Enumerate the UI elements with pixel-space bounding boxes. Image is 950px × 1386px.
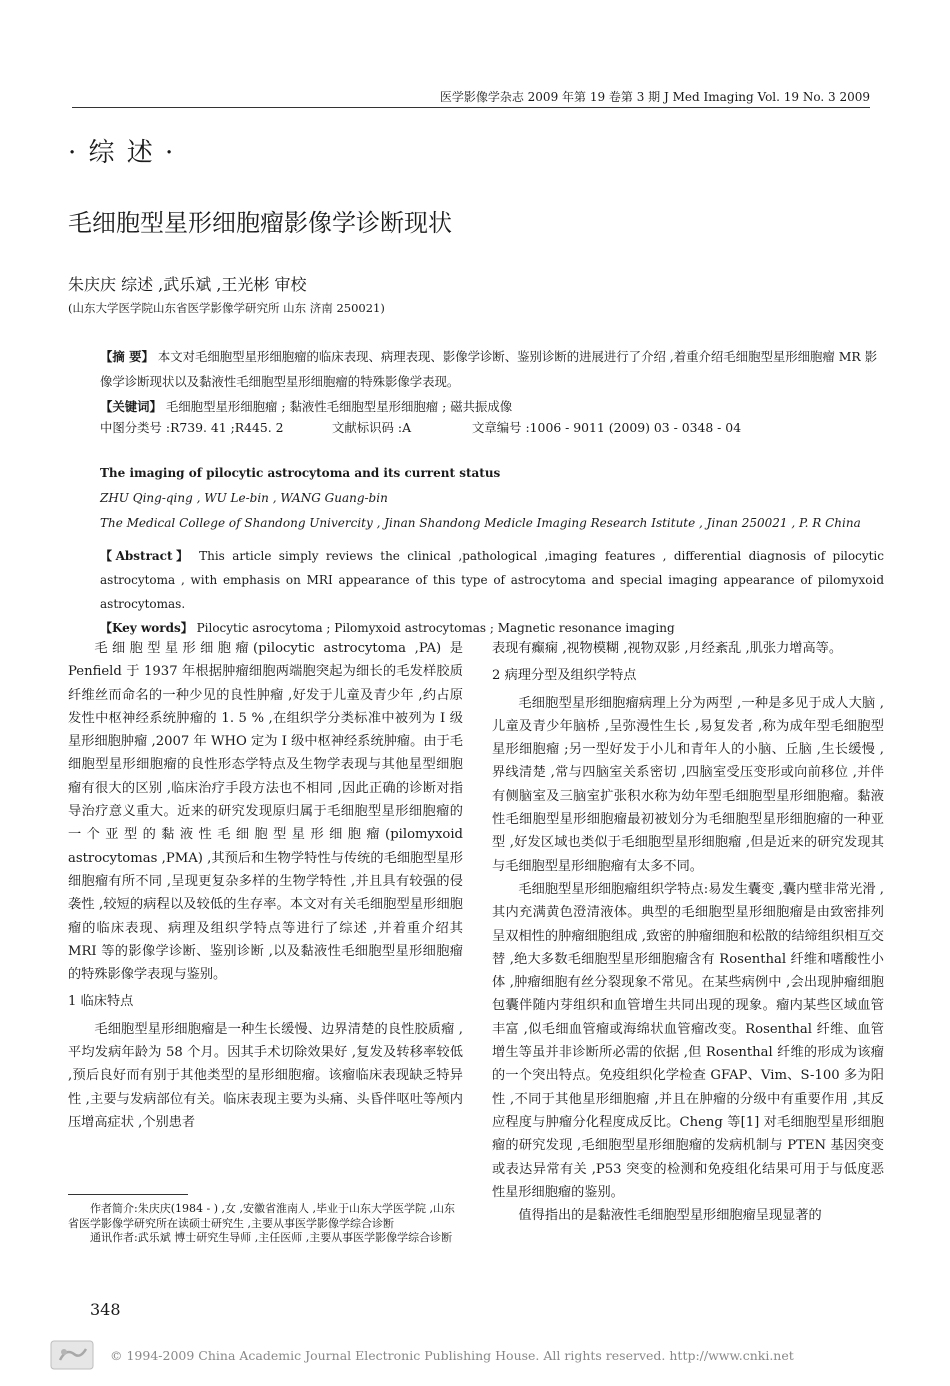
english-abstract-paragraph xyxy=(100,544,884,616)
running-head: 医学影像学杂志 2009 年第 19 卷第 3 期 J Med Imaging Vol. 19 No. 3 2009 xyxy=(439,90,870,104)
english-keywords: Pilocytic asrocytoma ; Pilomyxoid astrocytomas ; Magnetic resonance imaging xyxy=(192,621,675,635)
footnote-corresponding: 通讯作者:武乐斌 博士研究生导师 ,主任医师 ,主要从事医学影像学综合诊断 xyxy=(90,1231,453,1244)
keywords-cn-paragraph xyxy=(100,394,884,419)
english-keywords-label: 【Key words】 xyxy=(100,621,193,635)
header-rule xyxy=(72,107,870,108)
section-label: · 综 述 · xyxy=(68,138,176,168)
body-column-right xyxy=(492,637,884,1227)
abstract-cn-text: 本文对毛细胞型星形细胞瘤的临床表现、病理表现、影像学诊断、鉴别诊断的进展进行了介绍 ,着重介绍毛细胞型星形细胞瘤 MR 影像学诊断现状以及黏液性毛细胞型星形细胞瘤的特殊影像学表现。 xyxy=(100,349,878,389)
article-title: 毛细胞型星形细胞瘤影像学诊断现状 xyxy=(68,209,452,237)
keywords-cn-label: 【关键词】 xyxy=(100,399,162,414)
authors: 朱庆庆 综述 ,武乐斌 ,王光彬 审校 xyxy=(68,275,307,294)
clc-number: 中图分类号 :R739. 41 ;R445. 2 xyxy=(100,420,284,435)
section-heading: 1 临床特点 xyxy=(68,994,134,1010)
footnote-rule xyxy=(68,1194,188,1195)
keywords-cn: 毛细胞型星形细胞瘤 ; 黏液性毛细胞型星形细胞瘤 ; 磁共振成像 xyxy=(161,399,513,414)
section-heading: 2 病理分型及组织学特点 xyxy=(492,668,637,684)
body-paragraph: 毛细胞型星形细胞瘤病理上分为两型 ,一种是多见于成人大脑 ,儿童及青少年脑桥 ,呈弥漫性生长 ,易复发者 ,称为成年型毛细胞型星形细胞瘤 ;另一型好发于小儿和青年人的小脑、丘脑 ,生长缓慢 ,界线清楚 ,常与四脑室关系密切 ,四脑室受压变形或向前移位 ,并伴有侧脑室及三脑室扩张积水称为幼年型毛细胞型星形细胞瘤。黏液性毛细胞型星形细胞瘤最初被划分为毛细胞型星形细胞瘤的一种亚型 ,好发区域也类似于毛细胞型星形细胞瘤 ,但是近来的研究发现其与毛细胞型星形细胞瘤有太多不同。 xyxy=(492,695,884,874)
english-authors: ZHU Qing-qing , WU Le-bin , WANG Guang-bin xyxy=(100,491,388,505)
copyright-text: © 1994-2009 China Academic Journal Electronic Publishing House. All rights reserved. http://www.cnki.net xyxy=(110,1348,794,1363)
abstract-cn-label: 【摘 要】 xyxy=(100,349,154,364)
english-abstract-text: This article simply reviews the clinical ,pathological ,imaging features , differential diagnosis of pilocytic astrocytoma , with emphasis on MRI appearance of this type of astrocytoma and special imaging appearance of pilomyxoid astrocytomas. xyxy=(100,549,884,611)
english-abstract xyxy=(100,544,884,640)
footnote-author-bio: 作者简介:朱庆庆(1984 - ) ,女 ,安徽省淮南人 ,毕业于山东大学医学院 ,山东省医学影像学研究所在读硕士研究生 ,主要从事医学影像学综合诊断 xyxy=(68,1202,455,1230)
body-paragraph: 毛细胞型星形细胞瘤组织学特点:易发生囊变 ,囊内壁非常光滑 ,其内充满黄色澄清液体。典型的毛细胞型星形细胞瘤是由致密排列呈双相性的肿瘤细胞组成 ,致密的肿瘤细胞和松散的结缔组织相互交替 ,绝大多数毛细胞型星形细胞瘤含有 Rosenthal 纤维和嗜酸性小体 ,肿瘤细胞有丝分裂现象不常见。在某些病例中 ,会出现肿瘤细胞包囊伴随内芽组织和血管增生共同出现的现象。瘤内某些区域血管丰富 ,似毛细血管瘤或海绵状血管瘤改变。Rosenthal 纤维、血管增生等虽并非诊断所必需的依据 ,但 Rosenthal 纤维的形成为该瘤的一个突出特点。免疫组织化学检查 GFAP、Vim、S-100 多为阳性 ,不同于其他星形细胞瘤 ,并且在肿瘤的分级中有重要作用 ,其反应程度与肿瘤分化程度成反比。Cheng 等[1] 对毛细胞型星形细胞瘤的研究发现 ,毛细胞型星形细胞瘤的发病机制与 PTEN 基因突变或表达异常有关 ,P53 突变的检测和免疫组化结果可用于与低度恶性星形细胞瘤的鉴别。 xyxy=(492,881,884,1200)
publisher-logo-icon xyxy=(50,1340,94,1370)
copyright-footer xyxy=(50,1340,890,1370)
body-paragraph: 值得指出的是黏液性毛细胞型星形细胞瘤呈现显著的 xyxy=(518,1208,822,1224)
body-paragraph: 表现有癫痫 ,视物模糊 ,视物双影 ,月经紊乱 ,肌张力增高等。 xyxy=(492,641,843,656)
classification-line xyxy=(100,418,884,436)
page-number: 348 xyxy=(90,1300,121,1319)
affiliation: (山东大学医学院山东省医学影像学研究所 山东 济南 250021) xyxy=(68,301,385,315)
article-number: 文章编号 :1006 - 9011 (2009) 03 - 0348 - 04 xyxy=(472,420,742,435)
body-paragraph: 毛细胞型星形细胞瘤是一种生长缓慢、边界清楚的良性胶质瘤 ,平均发病年龄为 58 个月。因其手术切除效果好 ,复发及转移率较低 ,预后良好而有别于其他类型的星形细胞瘤。该瘤临床表现缺乏特异性 ,主要与发病部位有关。临床表现主要为头痛、头昏伴呕吐等颅内压增高症状 ,个别患者 xyxy=(68,1021,463,1130)
abstract-cn-paragraph xyxy=(100,344,884,394)
english-title: The imaging of pilocytic astrocytoma and its current status xyxy=(100,466,501,480)
body-paragraph: 毛细胞型星形细胞瘤(pilocytic astrocytoma ,PA) 是 Penfield 于 1937 年根据肿瘤细胞两端胞突起为细长的毛发样胶质纤维丝而命名的一种少见的良性肿瘤 ,好发于儿童及青少年 ,约占原发性中枢神经系统肿瘤的 1. 5 % ,在组织学分类标准中被列为 I 级星形细胞肿瘤 ,2007 年 WHO 定为 I 级中枢神经系统肿瘤。由于毛细胞型星形细胞瘤的良性形态学特点及生物学表现与其他星型细胞瘤有很大的区别 ,临床治疗手段方法也不相同 ,因此正确的诊断对指导治疗意义重大。近来的研究发现原归属于毛细胞型星形细胞瘤的一个亚型的黏液性毛细胞型星形细胞瘤(pilomyxoid astrocytomas ,PMA) ,其预后和生物学特性与传统的毛细胞型星形细胞瘤有所不同 ,呈现更复杂多样的生物学特性 ,并且具有较强的侵袭性 ,较短的病程以及较低的生存率。本文对有关毛细胞型星形细胞瘤的临床表现、病理及组织学特点等进行了综述 ,并着重介绍其 MRI 等的影像学诊断、鉴别诊断 ,以及黏液性毛细胞型星形细胞瘤的特殊影像学表现与鉴别。 xyxy=(68,641,463,983)
body-column-left xyxy=(68,637,463,1134)
document-code: 文献标识码 :A xyxy=(332,420,412,435)
footnotes xyxy=(68,1202,463,1246)
english-affiliation: The Medical College of Shandong Univercity , Jinan Shandong Medicle Imaging Research Istitute , Jinan 250021 , P. R China xyxy=(100,516,861,530)
abstract-cn xyxy=(100,344,884,419)
english-abstract-label: 【Abstract】 xyxy=(100,549,192,563)
